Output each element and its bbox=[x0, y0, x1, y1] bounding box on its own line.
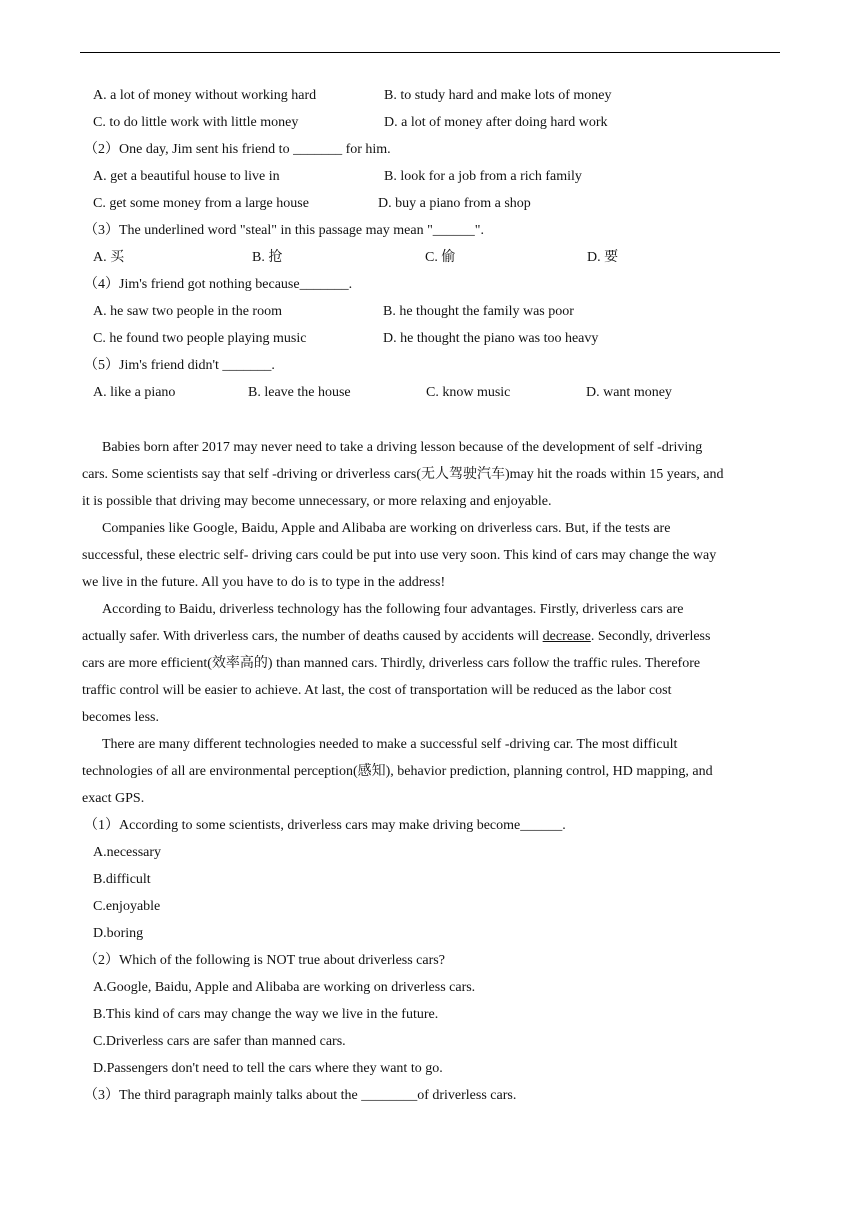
passage-p3-line2-end: . Secondly, driverless bbox=[590, 629, 711, 644]
b-q2-option-a: A.Google, Baidu, Apple and Alibaba are working on driverless cars. bbox=[93, 980, 476, 995]
q5-option-d: D. want money bbox=[586, 385, 672, 400]
q4-stem: （4）Jim's friend got nothing because_______. bbox=[84, 277, 353, 292]
passage-p2-line3: we live in the future. All you have to do is to type in the address! bbox=[82, 575, 446, 590]
q4-option-c: C. he found two people playing music bbox=[93, 331, 307, 346]
q4-option-d: D. he thought the piano was too heavy bbox=[383, 331, 599, 346]
b-q2-option-b: B.This kind of cars may change the way we live in the future. bbox=[93, 1007, 439, 1022]
q2-option-a: A. get a beautiful house to live in bbox=[93, 169, 280, 184]
q5-option-a: A. like a piano bbox=[93, 385, 176, 400]
q5-stem: （5）Jim's friend didn't _______. bbox=[84, 358, 275, 373]
b-q1-option-a: A.necessary bbox=[93, 845, 162, 860]
b-q1-stem: （1）According to some scientists, driverless cars may make driving become______. bbox=[84, 818, 566, 833]
q3-stem: （3）The underlined word "steal" in this passage may mean "______". bbox=[84, 223, 484, 238]
q3-option-b: B. 抢 bbox=[252, 250, 283, 265]
passage-p3-line2 bbox=[82, 628, 710, 646]
header-rule bbox=[80, 52, 780, 53]
q4-option-b: B. he thought the family was poor bbox=[383, 304, 574, 319]
q3-option-d: D. 要 bbox=[587, 250, 619, 265]
passage-p4-line3: exact GPS. bbox=[82, 791, 145, 806]
passage-p1-line2: cars. Some scientists say that self -driving or driverless cars(无人驾驶汽车)may hit the roads within 15 years, and bbox=[82, 467, 724, 482]
passage-p2-line1: Companies like Google, Baidu, Apple and Alibaba are working on driverless cars. But, if the tests are bbox=[102, 521, 671, 536]
b-q3-stem: （3）The third paragraph mainly talks about the ________of driverless cars. bbox=[84, 1088, 517, 1103]
q4-option-a: A. he saw two people in the room bbox=[93, 304, 282, 319]
q1-option-d: D. a lot of money after doing hard work bbox=[384, 115, 608, 130]
underlined-word-decrease: decrease bbox=[542, 629, 591, 644]
q3-option-c: C. 偷 bbox=[425, 250, 456, 265]
q5-option-c: C. know music bbox=[426, 385, 511, 400]
q1-option-a: A. a lot of money without working hard bbox=[93, 88, 317, 103]
q1-option-b: B. to study hard and make lots of money bbox=[384, 88, 612, 103]
passage-p2-line2: successful, these electric self- driving cars could be put into use very soon. This kind of cars may change the way bbox=[82, 548, 717, 563]
b-q2-option-c: C.Driverless cars are safer than manned cars. bbox=[93, 1034, 346, 1049]
q2-stem: （2）One day, Jim sent his friend to _______ for him. bbox=[84, 142, 391, 157]
q1-option-c: C. to do little work with little money bbox=[93, 115, 299, 130]
passage-p3-line2-start: actually safer. With driverless cars, the number of deaths caused by accidents will bbox=[82, 629, 543, 644]
b-q1-option-b: B.difficult bbox=[93, 872, 151, 887]
passage-p1-line1: Babies born after 2017 may never need to take a driving lesson because of the development of self -driving bbox=[102, 440, 703, 455]
passage-p3-line4: traffic control will be easier to achieve. At last, the cost of transportation will be reduced as the labor cost bbox=[82, 683, 672, 698]
b-q2-option-d: D.Passengers don't need to tell the cars where they want to go. bbox=[93, 1061, 443, 1076]
passage-p3-line5: becomes less. bbox=[82, 710, 159, 725]
b-q2-stem: （2）Which of the following is NOT true about driverless cars? bbox=[84, 953, 445, 968]
b-q1-option-d: D.boring bbox=[93, 926, 144, 941]
q2-option-c: C. get some money from a large house bbox=[93, 196, 309, 211]
passage-p4-line2: technologies of all are environmental perception(感知), behavior prediction, planning control, HD mapping, and bbox=[82, 764, 713, 779]
passage-p1-line3: it is possible that driving may become unnecessary, or more relaxing and enjoyable. bbox=[82, 494, 552, 509]
passage-p4-line1: There are many different technologies needed to make a successful self -driving car. The most difficult bbox=[102, 737, 678, 752]
b-q1-option-c: C.enjoyable bbox=[93, 899, 161, 914]
q2-option-d: D. buy a piano from a shop bbox=[378, 196, 531, 211]
q2-option-b: B. look for a job from a rich family bbox=[384, 169, 582, 184]
passage-p3-line1: According to Baidu, driverless technology has the following four advantages. Firstly, driverless cars are bbox=[102, 602, 684, 617]
q3-option-a: A. 买 bbox=[93, 250, 125, 265]
q5-option-b: B. leave the house bbox=[248, 385, 351, 400]
passage-p3-line3: cars are more efficient(效率高的) than manned cars. Thirdly, driverless cars follow the traffic rules. Therefore bbox=[82, 656, 701, 671]
